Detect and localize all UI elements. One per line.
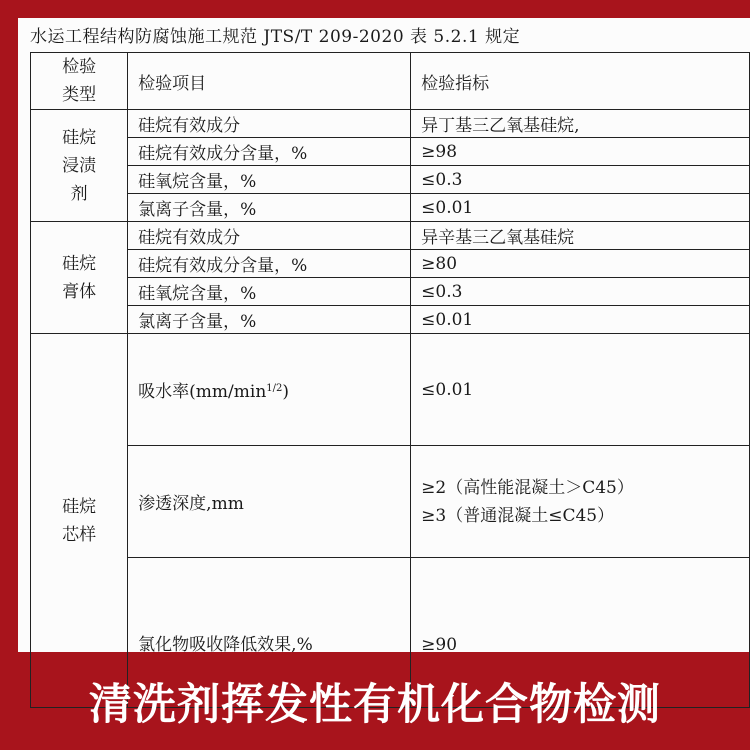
header-inspection-type: 检验 类型 [31,53,128,110]
caption-text: 清洗剂挥发性有机化合物检测 [89,679,661,730]
item-cell: 氯离子含量，% [128,194,411,222]
item-cell: 渗透深度,mm [128,446,411,558]
item-cell: 氯离子含量，% [128,306,411,334]
indicator-cell: 异丁基三乙氧基硅烷, [411,110,750,138]
indicator-cell: ≤0.01 [411,194,750,222]
table-row [31,278,750,306]
table-row [31,166,750,194]
item-cell: 硅烷有效成分 [128,222,411,250]
table-row [31,306,750,334]
group-type-silane-core: 硅烷 芯样 [31,334,128,708]
table-row [31,334,750,446]
table-row [31,222,750,250]
header-inspection-item: 检验项目 [128,53,411,110]
indicator-cell: ≥98 [411,138,750,166]
document-title: 水运工程结构防腐蚀施工规范 JTS/T 209-2020 表 5.2.1 规定 [30,27,521,47]
inspection-table [30,52,750,708]
caption-band [0,652,750,750]
indicator-cell: 异辛基三乙氧基硅烷 [411,222,750,250]
item-cell: 硅烷有效成分 [128,110,411,138]
indicator-cell: ≤0.3 [411,278,750,306]
table-row [31,138,750,166]
indicator-cell: ≥2（高性能混凝土＞C45） ≥3（普通混凝土≤C45） [411,446,750,558]
indicator-cell: ≤0.01 [411,306,750,334]
group-type-silane-paste: 硅烷 膏体 [31,222,128,334]
item-cell: 硅氧烷含量，% [128,278,411,306]
indicator-cell: ≥90 [411,558,750,708]
table-row [31,446,750,558]
table-row [31,110,750,138]
group-type-silane-impregnant: 硅烷 浸渍 剂 [31,110,128,222]
item-cell: 硅烷有效成分含量，% [128,250,411,278]
table-row [31,194,750,222]
indicator-cell: ≤0.01 [411,334,750,446]
item-cell: 吸水率$(mm/\min^{1/2})$ [128,334,411,446]
table-header-row [31,53,750,110]
header-inspection-indicator: 检验指标 [411,53,750,110]
indicator-cell: ≥80 [411,250,750,278]
table-row [31,250,750,278]
item-cell: 氯化物吸收降低效果,% [128,558,411,708]
indicator-cell: ≤0.3 [411,166,750,194]
item-cell: 硅氧烷含量，% [128,166,411,194]
item-cell: 硅烷有效成分含量，% [128,138,411,166]
